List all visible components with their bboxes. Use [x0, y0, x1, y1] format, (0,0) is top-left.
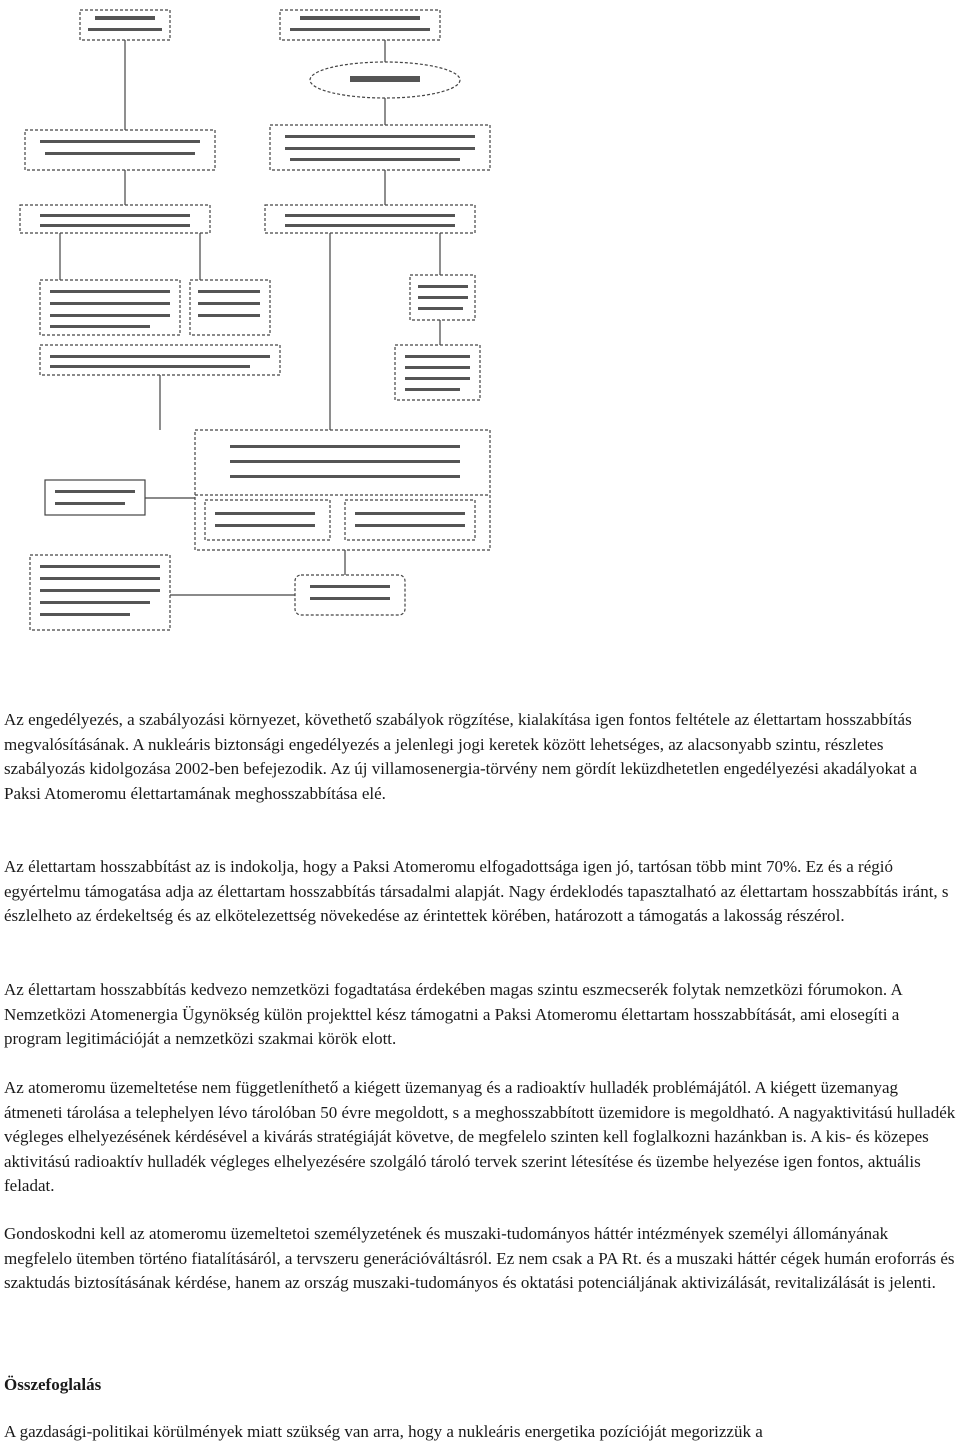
- paragraph-1: Az engedélyezés, a szabályozási környezet, követhető szabályok rögzítése, kialakítása igen fontos feltétele az élettartam hosszabbítás megvalósításának. A nukleáris biztonsági engedélyezés a jelenlegi jogi keretek között lehetséges, az alacsonyabb szintu, részletes szabályozás kidolgozása 2002-ben befejezodik. Az új villamosenergia-törvény nem gördít leküzdhetetlen engedélyezési akadályokat a Paksi Atomeromu élettartamának meghosszabbítása elé.: [4, 710, 918, 803]
- paragraph-3: Az élettartam hosszabbítás kedvezo nemzetközi fogadtatása érdekében magas szintu eszmecserék folytak nemzetközi fórumokon. A Nemzetközi Atomenergia Ügynökség külön projekttel kész támogatni a Paksi Atomeromu élettartam hosszabbítását, ami elosegíti a program legitimációját a nemzetközi szakmai körök elott.: [4, 980, 902, 1048]
- closing-line: A gazdasági-politikai körülmények miatt szükség van arra, hogy a nukleáris energetika pozícióját megorizzük a: [4, 1422, 763, 1441]
- section-heading: Összefoglalás: [4, 1375, 102, 1394]
- flowchart-diagram: [0, 0, 560, 650]
- paragraph-2: Az élettartam hosszabbítást az is indokolja, hogy a Paksi Atomeromu elfogadottsága igen jó, tartósan több mint 70%. Ez és a régió egyértelmu támogatása adja az élettartam hosszabbítás társadalmi alapját. Nagy érdeklodés tapasztalható az élettartam hosszabbítás iránt, s észlelheto az érdekeltség és az elkötelezettség növekedése az érintettek körében, határozott a támogatás a lakosság részérol.: [4, 857, 949, 925]
- paragraph-5: Gondoskodni kell az atomeromu üzemeltetoi személyzetének és muszaki-tudományos háttér intézmények személyi állományának megfelelo ütemben történo fiatalításáról, a tervszeru generációváltásról. Ez nem csak a PA Rt. és a muszaki háttér cégek humán eroforrás és szaktudás biztosításának kérdése, hanem az ország muszaki-tudományos és oktatási potenciáljának aktivizálását, revitalizálását is jelenti.: [4, 1224, 955, 1292]
- paragraph-4: Az atomeromu üzemeltetése nem függetleníthető a kiégett üzemanyag és a radioaktív hulladék problémájától. A kiégett üzemanyag átmeneti tárolása a telephelyen lévo tárolóban 50 évre megoldott, s a meghosszabbított üzemidore is megoldható. A nagyaktivitású hulladék végleges elhelyezésének kérdésével a kivárás stratégiáját követve, de megfelelo szinten kell foglalkozni hazánkban is. A kis- és közepes aktivitású radioaktív hulladék végleges elhelyezésére szolgáló tároló tervek szerint létesítése és üzembe helyezése igen fontos, aktuális feladat.: [4, 1078, 956, 1195]
